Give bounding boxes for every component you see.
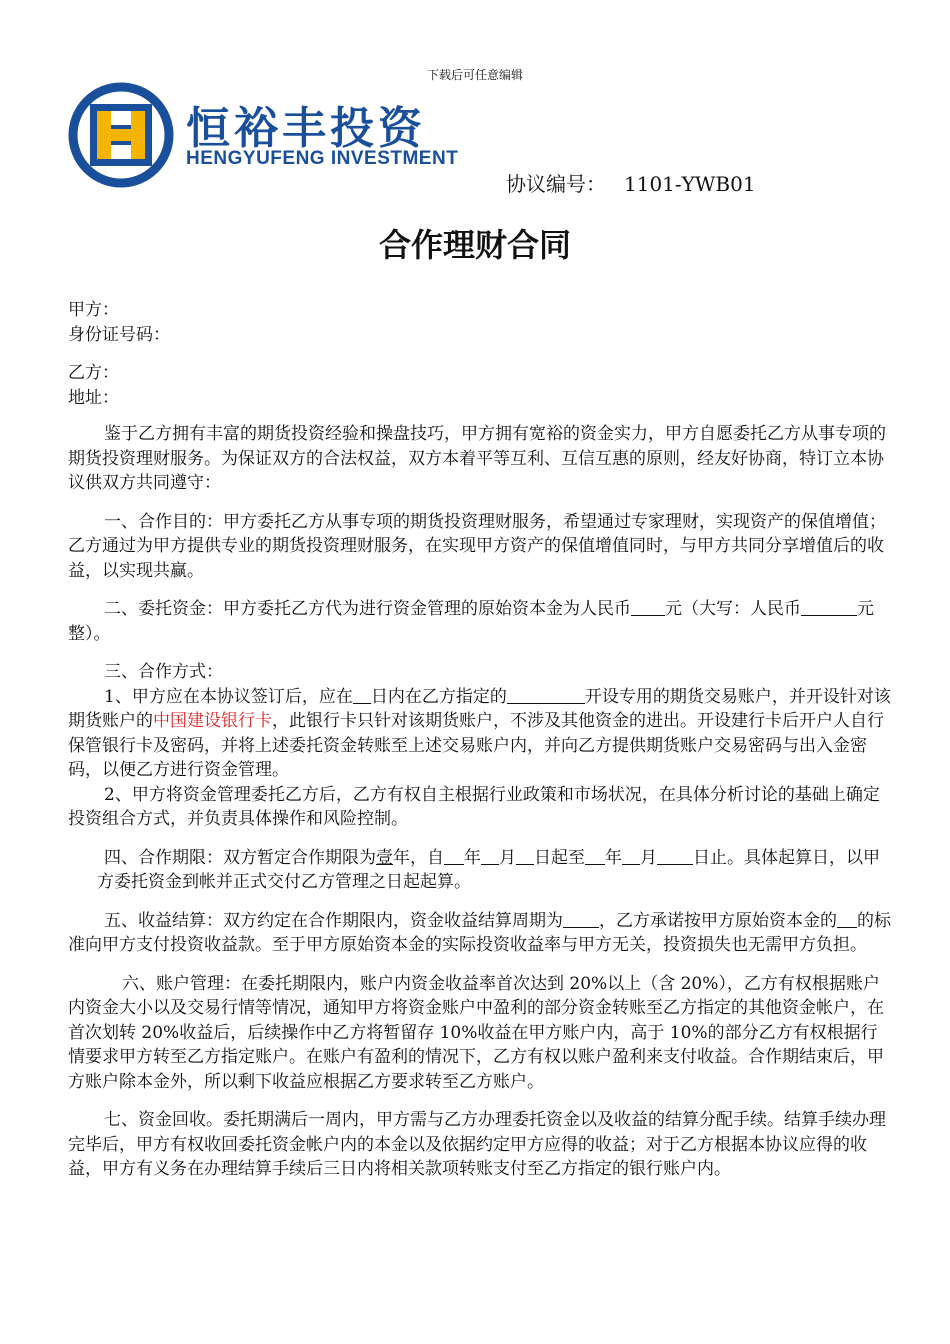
party-a-label: 甲方： (68, 300, 119, 320)
broker-blank (507, 685, 585, 704)
header-note: 下载后可任意编辑 (426, 68, 523, 82)
party-a-id-label: 身份证号码： (68, 324, 170, 345)
capital-amount-blank (631, 597, 665, 616)
company-logo (68, 82, 488, 188)
days-blank (353, 685, 371, 704)
term-years-value: 壹 (376, 847, 393, 868)
agreement-number-label: 协议编号： (506, 172, 606, 196)
preamble-paragraph: 鉴于乙方拥有丰富的期货投资经验和操盘技巧，甲方拥有宽裕的资金实力，甲方自愿委托乙方从事专项的期货投资理财服务。为保证双方的合法权益，双方本着平等互利、互信互惠的原则，经友好协商，特订立本协议供双方共同遵守： (68, 424, 886, 493)
logo-name-en: HENGYUFENG INVESTMENT (186, 148, 459, 169)
document-title: 合作理财合同 (378, 226, 571, 264)
contract-body (68, 298, 894, 1182)
section-6-paragraph: 六、账户管理：在委托期限内，账户内资金收益率首次达到 20%以上（含 20%），乙方有权根据账户内资金大小以及交易行情等情况，通知甲方将资金账户中盈利的部分资金转账至乙方指定的其他资金帐户，在首次划转 20%收益后，后续操作中乙方将暂留存 10%收益在甲方账户内，高于 10%的部分乙方有权根据行情要求甲方转至乙方指定账户。在账户有盈利的情况下，乙方有权以账户盈利来支付收益。合作期结束后，甲方账户除本金外，所以剩下收益应根据乙方要求转至乙方账户。 (68, 973, 884, 1092)
logo-emblem-icon (68, 82, 178, 188)
return-rate-blank (837, 909, 857, 928)
agreement-number-value: 1101-YWB01 (624, 172, 756, 196)
section-2-paragraph: 二、委托资金：甲方委托乙方代为进行资金管理的原始资本金为人民币 元（大写：人民币 元整）。 (68, 599, 874, 644)
settlement-period-blank (563, 909, 599, 928)
section-7-paragraph: 七、资金回收。委托期满后一周内，甲方需与乙方办理委托资金以及收益的结算分配手续。结算手续办理完毕后，甲方有权收回委托资金帐户内的本金以及依据约定甲方应得的收益；对于乙方根据本协议应得的收益，甲方有义务在办理结算手续后三日内将相关款项转账支付至乙方指定的银行账户内。 (68, 1110, 886, 1179)
logo-name-cn: 恒裕丰投资 (186, 103, 426, 154)
bank-card-name: 中国建设银行卡 (153, 711, 272, 731)
section-5-paragraph: 五、收益结算：双方约定在合作期限内，资金收益结算周期为 ，乙方承诺按甲方原始资本金的 的标准向甲方支付投资收益款。至于甲方原始资本金的实际投资收益率与甲方无关，投资损失也无需甲方负担。 (68, 910, 891, 955)
party-b-label: 乙方： (68, 363, 119, 383)
capital-amount-words-blank (801, 597, 857, 616)
section-3-heading: 三、合作方式： (104, 662, 223, 682)
agreement-number (506, 168, 756, 197)
section-3-item-2: 2、甲方将资金管理委托乙方后，乙方有权自主根据行业政策和市场状况，在具体分析讨论的基础上确定投资组合方式，并负责具体操作和风险控制。 (68, 784, 880, 829)
section-3-item-1: 1、甲方应在本协议签订后，应在 日内在乙方指定的 开设专用的期货交易账户，并开设针对该期货账户的中国建设银行卡，此银行卡只针对该期货账户，不涉及其他资金的进出。开设建行卡后开户人自行保管银行卡及密码，并将上述委托资金转账至上述交易账户内，并向乙方提供期货账户交易密码与出入金密码，以便乙方进行资金管理。 (68, 686, 891, 780)
section-1-paragraph: 一、合作目的：甲方委托乙方从事专项的期货投资理财服务，希望通过专家理财，实现资产的保值增值；乙方通过为甲方提供专业的期货投资理财服务，在实现甲方资产的保值增值同时，与甲方共同分享增值后的收益，以实现共赢。 (68, 511, 886, 581)
party-b-address-label: 地址： (68, 387, 119, 408)
section-4-paragraph: 四、合作期限：双方暂定合作期限为壹年，自 年 月 日起至 年 月 日止。具体起算日，以甲方委托资金到帐并正式交付乙方管理之日起起算。 (97, 847, 880, 892)
